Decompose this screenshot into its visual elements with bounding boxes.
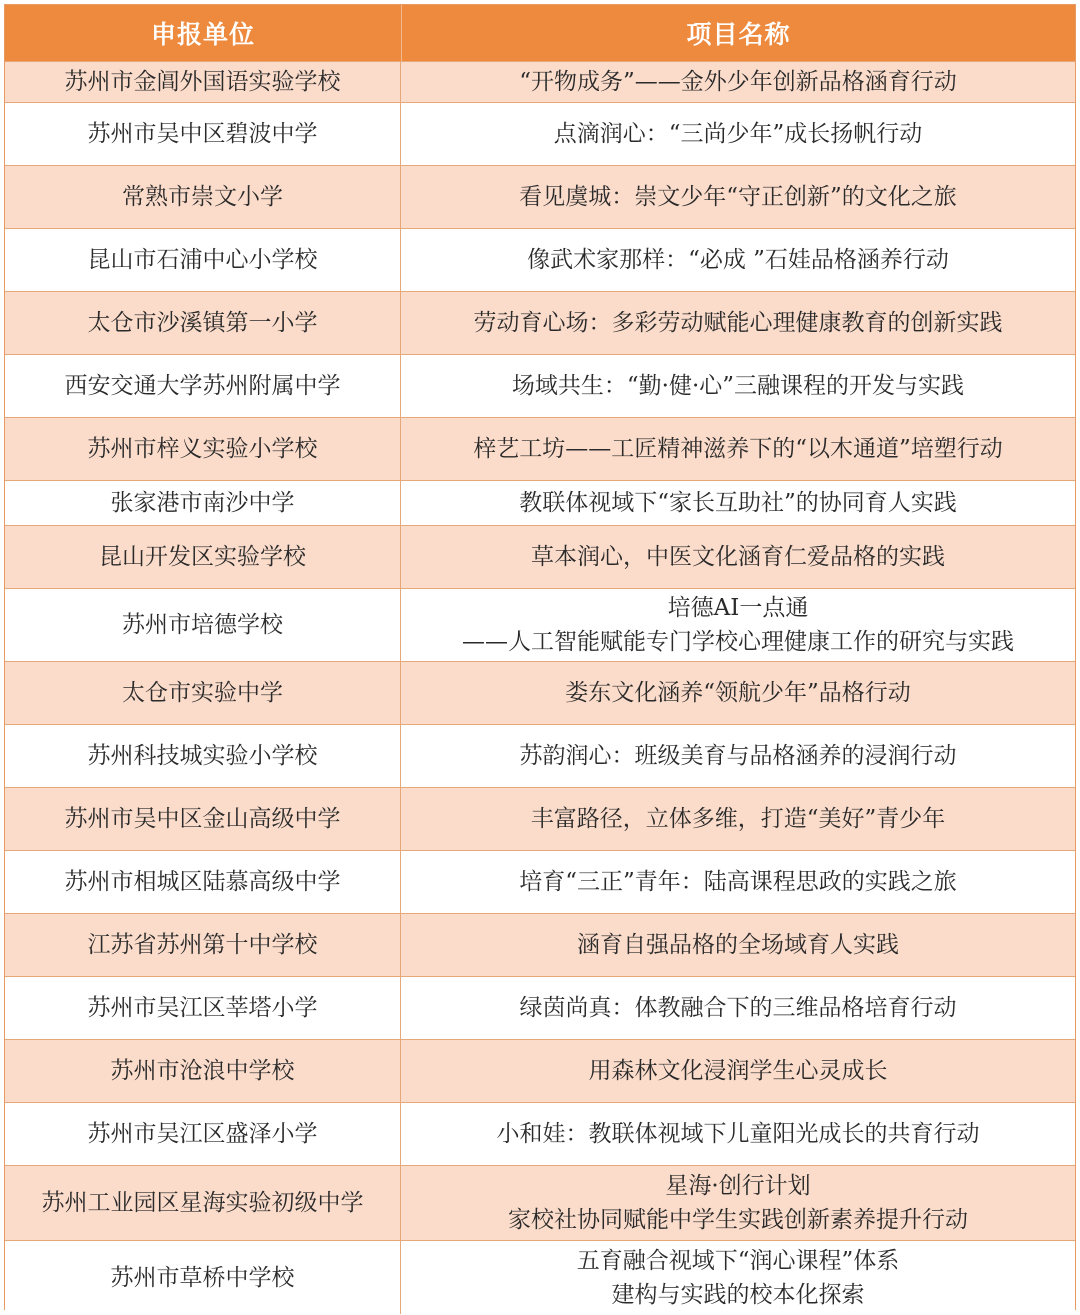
project-cell xyxy=(401,589,1075,661)
project-line: 看见虞城：崇文少年“守正创新”的文化之旅 xyxy=(519,184,957,210)
unit-cell: 苏州市吴江区盛泽小学 xyxy=(5,1103,401,1165)
table-header xyxy=(5,5,1075,61)
table-row xyxy=(5,291,1075,354)
project-table xyxy=(4,4,1076,1310)
table-row xyxy=(5,724,1075,787)
table-body xyxy=(5,61,1075,1314)
project-line: 五育融合视域下“润心课程”体系 xyxy=(576,1247,900,1274)
project-line: 家校社协同赋能中学生实践创新素养提升行动 xyxy=(508,1207,968,1233)
project-cell xyxy=(401,1241,1075,1314)
unit-cell: 江苏省苏州第十中学校 xyxy=(5,914,401,976)
project-line: 星海·创行计划 xyxy=(665,1173,811,1199)
project-cell xyxy=(401,1166,1075,1240)
unit-cell: 苏州市沧浪中学校 xyxy=(5,1040,401,1102)
project-line: 建构与实践的校本化探索 xyxy=(611,1281,865,1308)
project-line: ——人工智能赋能专门学校心理健康工作的研究与实践 xyxy=(462,629,1014,655)
unit-cell: 太仓市实验中学 xyxy=(5,662,401,724)
project-line: 梓艺工坊——工匠精神滋养下的“以木通道”培塑行动 xyxy=(473,436,1003,462)
table-row xyxy=(5,417,1075,480)
project-cell xyxy=(401,166,1075,228)
project-cell xyxy=(401,914,1075,976)
project-cell xyxy=(401,526,1075,588)
table-row xyxy=(5,787,1075,850)
project-line: 培育“三正”青年：陆高课程思政的实践之旅 xyxy=(519,869,957,895)
project-line: 点滴润心：“三尚少年”成长扬帆行动 xyxy=(553,121,923,147)
unit-cell: 苏州市相城区陆慕高级中学 xyxy=(5,851,401,913)
project-cell xyxy=(401,481,1075,525)
project-line: 教联体视域下“家长互助社”的协同育人实践 xyxy=(519,490,957,516)
project-line: 培德AI一点通 xyxy=(667,595,809,621)
unit-cell: 苏州市吴江区莘塔小学 xyxy=(5,977,401,1039)
project-line: 苏韵润心：班级美育与品格涵养的浸润行动 xyxy=(519,743,957,769)
header-project: 项目名称 xyxy=(686,20,791,49)
unit-cell: 苏州市梓义实验小学校 xyxy=(5,418,401,480)
project-line: 绿茵尚真：体教融合下的三维品格培育行动 xyxy=(519,995,957,1021)
table-row xyxy=(5,913,1075,976)
table-row xyxy=(5,850,1075,913)
project-line: 用森林文化浸润学生心灵成长 xyxy=(588,1058,888,1084)
unit-cell: 昆山市石浦中心小学校 xyxy=(5,229,401,291)
table-row xyxy=(5,976,1075,1039)
table-row xyxy=(5,1240,1075,1314)
unit-cell: 苏州市培德学校 xyxy=(5,589,401,661)
unit-cell: 西安交通大学苏州附属中学 xyxy=(5,355,401,417)
project-cell xyxy=(401,851,1075,913)
table-row xyxy=(5,525,1075,588)
project-line: 草本润心，中医文化涵育仁爱品格的实践 xyxy=(531,544,945,570)
unit-cell: 常熟市崇文小学 xyxy=(5,166,401,228)
table-row xyxy=(5,165,1075,228)
table-row xyxy=(5,480,1075,525)
project-cell xyxy=(401,229,1075,291)
project-cell xyxy=(401,355,1075,417)
project-cell xyxy=(401,1040,1075,1102)
table-row xyxy=(5,661,1075,724)
table-row xyxy=(5,1102,1075,1165)
project-line: 劳动育心场：多彩劳动赋能心理健康教育的创新实践 xyxy=(473,310,1003,336)
project-cell xyxy=(401,977,1075,1039)
unit-cell: 昆山开发区实验学校 xyxy=(5,526,401,588)
unit-cell: 苏州工业园区星海实验初级中学 xyxy=(5,1166,401,1240)
unit-cell: 苏州市吴中区碧波中学 xyxy=(5,103,401,165)
project-line: 丰富路径，立体多维，打造“美好”青少年 xyxy=(530,806,946,832)
unit-cell: 苏州科技城实验小学校 xyxy=(5,725,401,787)
project-cell xyxy=(401,103,1075,165)
project-cell xyxy=(401,1103,1075,1165)
table-row xyxy=(5,354,1075,417)
project-cell xyxy=(401,788,1075,850)
project-line: 像武术家那样：“必成 ”石娃品格涵养行动 xyxy=(527,247,949,273)
unit-cell: 太仓市沙溪镇第一小学 xyxy=(5,292,401,354)
project-line: 小和娃：教联体视域下儿童阳光成长的共育行动 xyxy=(496,1121,980,1147)
project-cell xyxy=(401,292,1075,354)
unit-cell: 张家港市南沙中学 xyxy=(5,481,401,525)
table-row xyxy=(5,1165,1075,1240)
project-cell xyxy=(401,418,1075,480)
project-line: 娄东文化涵养“领航少年”品格行动 xyxy=(565,680,911,706)
project-line: “开物成务”——金外少年创新品格涵育行动 xyxy=(519,69,957,95)
unit-cell: 苏州市金阊外国语实验学校 xyxy=(5,62,401,102)
project-line: 涵育自强品格的全场域育人实践 xyxy=(577,932,899,958)
project-line: 场域共生：“勤·健·心”三融课程的开发与实践 xyxy=(511,373,965,399)
table-row xyxy=(5,588,1075,661)
unit-cell: 苏州市草桥中学校 xyxy=(5,1241,401,1314)
unit-cell: 苏州市吴中区金山高级中学 xyxy=(5,788,401,850)
table-row xyxy=(5,1039,1075,1102)
table-row xyxy=(5,228,1075,291)
project-cell xyxy=(401,662,1075,724)
header-unit: 申报单位 xyxy=(5,5,402,61)
table-row xyxy=(5,61,1075,102)
project-cell xyxy=(401,62,1075,102)
project-cell xyxy=(401,725,1075,787)
table-row xyxy=(5,102,1075,165)
